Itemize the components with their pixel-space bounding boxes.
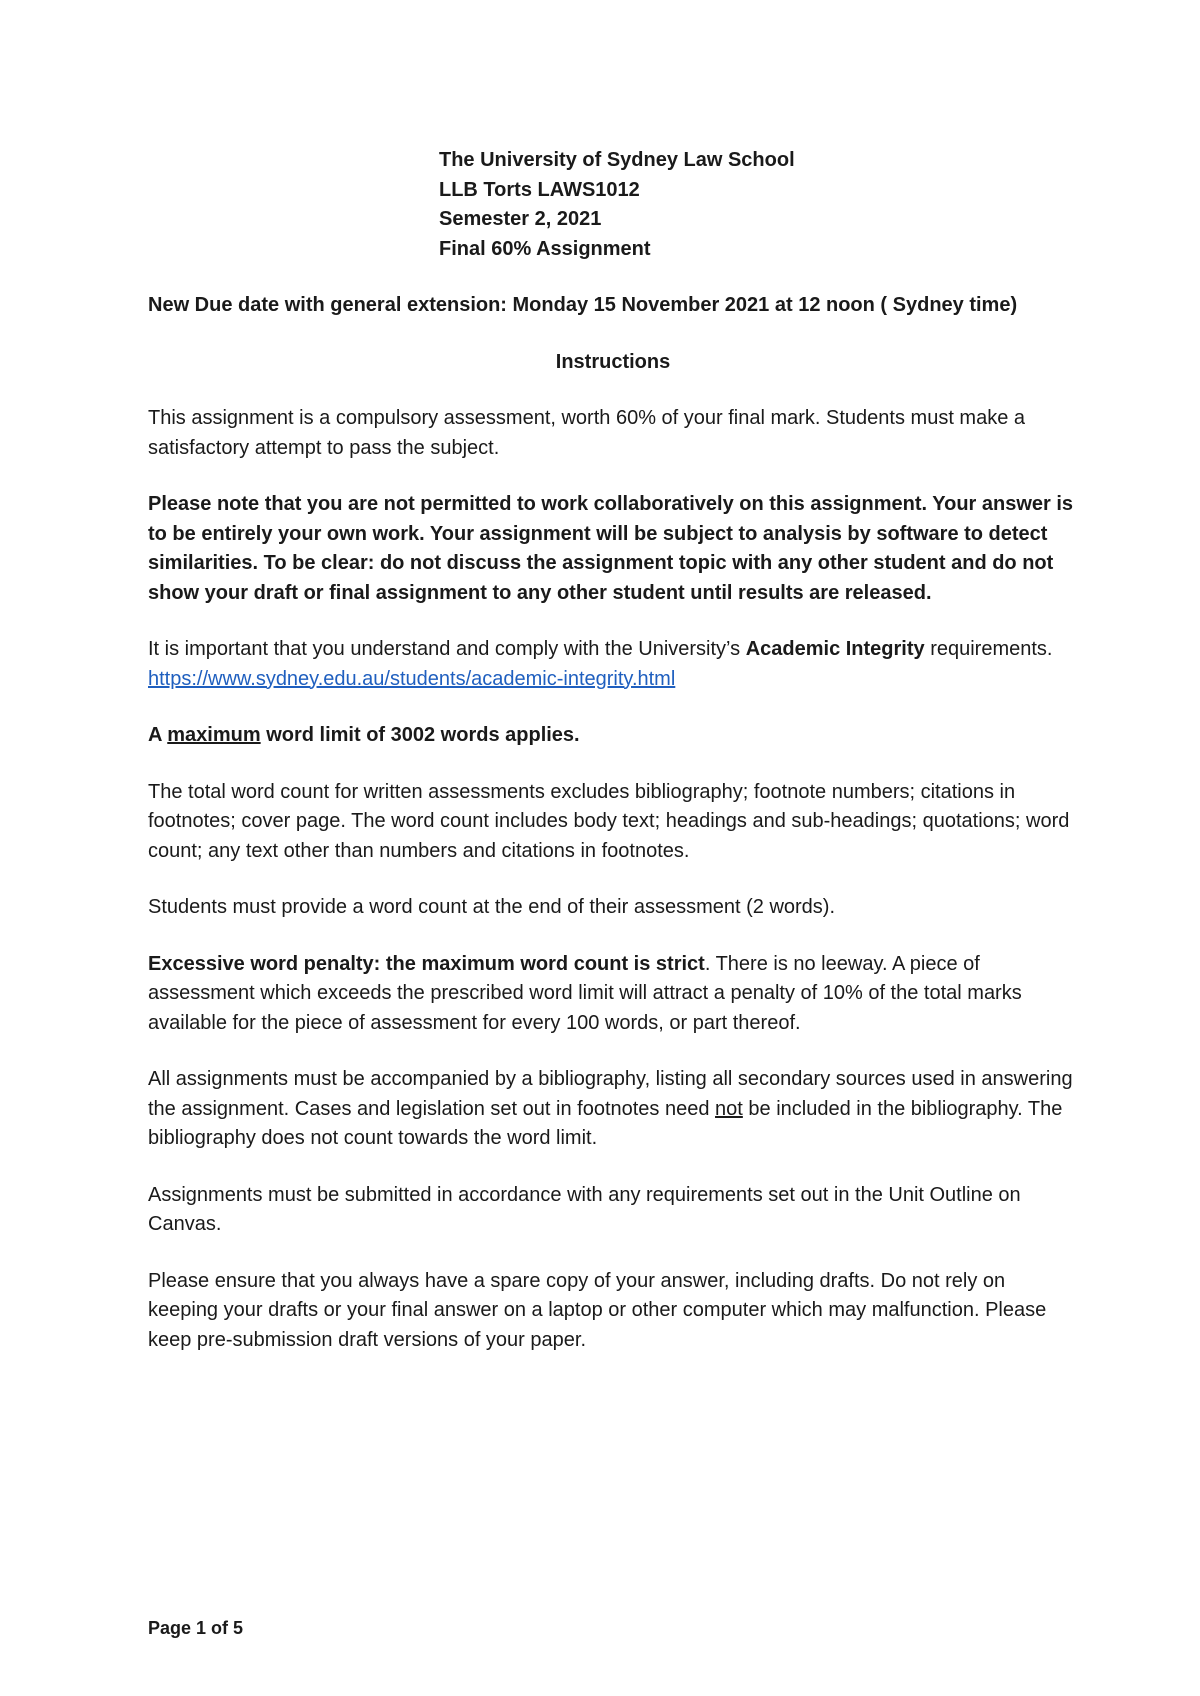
- paragraph-word-count-rules: The total word count for written assessments excludes bibliography; footnote numbers; citations in footnotes; cover page. The word count includes body text; headings and sub-headings; quotations; word count; any text other than numbers and citations in footnotes.: [148, 780, 1070, 862]
- penalty-bold: Excessive word penalty: the maximum word count is strict: [148, 952, 705, 975]
- academic-integrity-link[interactable]: https://www.sydney.edu.au/students/academic-integrity.html: [148, 667, 676, 690]
- word-limit-post: word limit of 3002 words applies.: [260, 724, 580, 746]
- paragraph-spare-copy: Please ensure that you always have a spare copy of your answer, including drafts. Do not rely on keeping your drafts or your final answer on a laptop or other computer which may malfunction. Please keep pre-submission draft versions of your paper.: [148, 1269, 1047, 1351]
- word-limit: [148, 721, 1078, 751]
- paragraph-bibliography: [148, 1065, 1078, 1154]
- penalty-rest: . There is no leeway. A piece of assessment which exceeds the prescribed word limit will attract a penalty of 10% of the total marks available for the piece of assessment for every 100 words, or part thereof.: [148, 952, 1022, 1034]
- paragraph-submission: Assignments must be submitted in accordance with any requirements set out in the Unit Outline on Canvas.: [148, 1183, 1021, 1235]
- header-line-2: LLB Torts LAWS1012: [439, 178, 640, 201]
- paragraph-compulsory: This assignment is a compulsory assessment, worth 60% of your final mark. Students must make a satisfactory attempt to pass the subject.: [148, 407, 1026, 459]
- header-line-4: Final 60% Assignment: [439, 237, 651, 260]
- header-line-3: Semester 2, 2021: [439, 208, 602, 230]
- document-header: [439, 146, 1078, 264]
- integrity-tail: requirements.: [924, 638, 1053, 660]
- paragraph-collaboration: Please note that you are not permitted to work collaboratively on this assignment. Your answer is to be entirely your own work. Your assignment will be subject to analysis by software to detect similarities. To be clear: do not discuss the assignment topic with any other student and do not show your draft or final assignment to any other student until results are released.: [148, 493, 1074, 604]
- bibliography-pre: All assignments must be accompanied by a bibliography, listing all secondary sources used in answering the assignment. Cases and legislation set out in footnotes need: [148, 1068, 1073, 1120]
- document-body: [148, 146, 1078, 1355]
- paragraph-word-count-provide: Students must provide a word count at the end of their assessment (2 words).: [148, 896, 836, 918]
- instructions-heading: Instructions: [555, 350, 671, 373]
- due-date: New Due date with general extension: Monday 15 November 2021 at 12 noon ( Sydney time): [148, 294, 1018, 316]
- bibliography-post: be included in the bibliography. The bibliography does not count towards the word limit.: [148, 1097, 1063, 1149]
- paragraph-excessive-penalty: [148, 950, 1078, 1039]
- header-line-1: The University of Sydney Law School: [439, 149, 795, 171]
- page-number: Page 1 of 5: [148, 1618, 244, 1638]
- integrity-bold: Academic Integrity: [745, 638, 925, 660]
- bibliography-not: not: [715, 1097, 743, 1120]
- word-limit-maximum: maximum: [167, 724, 261, 746]
- paragraph-academic-integrity: [148, 635, 1078, 694]
- word-limit-pre: A: [148, 724, 168, 746]
- integrity-lead: It is important that you understand and comply with the University’s: [148, 638, 746, 660]
